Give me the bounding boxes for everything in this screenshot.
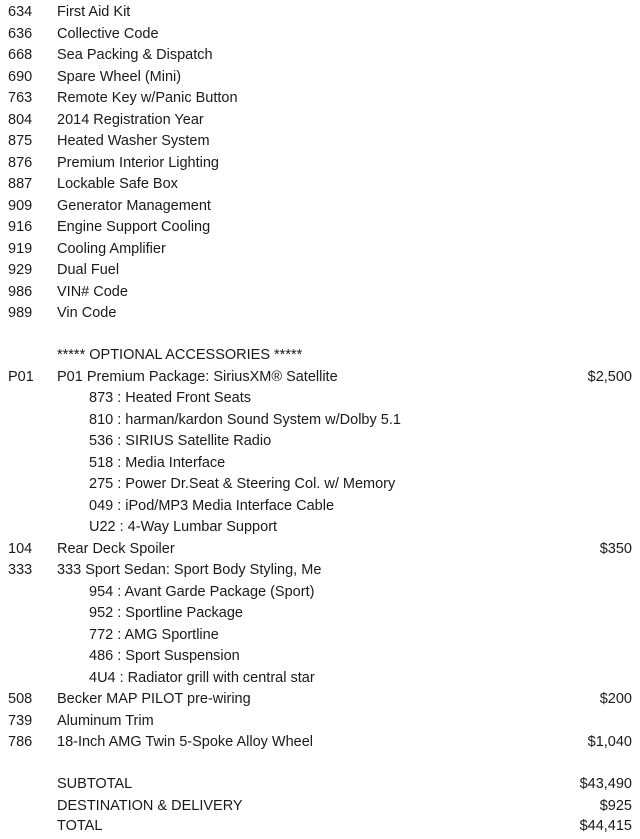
total-value: $44,415: [579, 818, 632, 834]
line-item: [0, 88, 640, 109]
item-code: P01: [8, 368, 34, 385]
item-code: 887: [8, 176, 33, 192]
line-item: [0, 67, 640, 88]
line-item: [0, 689, 640, 710]
item-code: 916: [8, 219, 33, 235]
item-code: 333: [8, 562, 33, 578]
item-description: Sea Packing & Dispatch: [57, 47, 213, 63]
line-item: [0, 282, 640, 303]
sub-item: [0, 453, 640, 474]
sub-item-description: U22 : 4-Way Lumbar Support: [89, 519, 278, 535]
sub-item: [0, 474, 640, 495]
item-price: $2,500: [587, 368, 632, 385]
sub-item: [0, 646, 640, 667]
item-price: $350: [599, 540, 632, 557]
line-item: [0, 174, 640, 195]
item-description: 333 Sport Sedan: Sport Body Styling, Me: [57, 562, 322, 578]
line-item: [0, 732, 640, 753]
item-description: Rear Deck Spoiler: [57, 540, 175, 557]
subtotal-row: [0, 774, 640, 795]
line-item: [0, 303, 640, 324]
line-item: [0, 2, 640, 23]
item-description: Dual Fuel: [57, 262, 120, 278]
item-code: 786: [8, 734, 33, 750]
subtotal-value: $43,490: [579, 776, 632, 792]
item-description: Aluminum Trim: [57, 712, 154, 729]
item-description: First Aid Kit: [57, 4, 131, 20]
sub-item: [0, 625, 640, 646]
item-code: 986: [8, 283, 33, 300]
sub-item-description: 772 : AMG Sportline: [89, 626, 219, 643]
item-code: 919: [8, 240, 33, 257]
item-code: 909: [8, 197, 33, 214]
item-price: $200: [599, 691, 632, 707]
item-description: Premium Interior Lighting: [57, 154, 219, 171]
item-description: Lockable Safe Box: [57, 176, 178, 192]
item-code: 876: [8, 154, 33, 171]
item-code: 634: [8, 4, 33, 20]
sub-item-description: 810 : harman/kardon Sound System w/Dolby 5.1: [89, 411, 401, 428]
item-description: P01 Premium Package: SiriusXM® Satellite: [57, 368, 338, 385]
sub-item: [0, 603, 640, 624]
item-code: 763: [8, 90, 33, 106]
sub-item-description: 873 : Heated Front Seats: [89, 390, 252, 406]
item-description: 18-Inch AMG Twin 5-Spoke Alloy Wheel: [57, 734, 314, 750]
sub-item: [0, 668, 640, 689]
item-code: 739: [8, 712, 33, 729]
sub-item: [0, 517, 640, 538]
item-description: Collective Code: [57, 25, 159, 42]
line-item: [0, 367, 640, 388]
sub-item-description: 518 : Media Interface: [89, 454, 226, 471]
sub-item-description: 486 : Sport Suspension: [89, 648, 240, 664]
destination-label: DESTINATION & DELIVERY: [57, 797, 243, 814]
destination-row: [0, 796, 640, 817]
destination-value: $925: [599, 797, 632, 814]
sub-item-description: 049 : iPod/MP3 Media Interface Cable: [89, 497, 335, 514]
item-code: 104: [8, 540, 33, 557]
line-item: [0, 45, 640, 66]
sub-item-description: 275 : Power Dr.Seat & Steering Col. w/ Memory: [89, 476, 396, 492]
item-code: 804: [8, 111, 33, 128]
line-item: [0, 196, 640, 217]
sub-item: [0, 496, 640, 517]
item-description: Heated Washer System: [57, 133, 210, 149]
line-item: [0, 711, 640, 732]
section-heading-row: [0, 345, 640, 366]
sub-item: [0, 431, 640, 452]
item-code: 668: [8, 47, 33, 63]
item-code: 690: [8, 68, 33, 85]
item-description: Engine Support Cooling: [57, 219, 211, 235]
item-code: 508: [8, 691, 33, 707]
line-item: [0, 560, 640, 581]
line-item: [0, 539, 640, 560]
sub-item: [0, 582, 640, 603]
line-item: [0, 24, 640, 45]
item-code: 875: [8, 133, 33, 149]
optional-accessories-heading: ***** OPTIONAL ACCESSORIES *****: [57, 347, 303, 363]
sub-item: [0, 410, 640, 431]
item-description: Remote Key w/Panic Button: [57, 90, 238, 106]
item-price: $1,040: [587, 734, 632, 750]
sub-item: [0, 388, 640, 409]
item-description: 2014 Registration Year: [57, 111, 204, 128]
line-item: [0, 217, 640, 238]
subtotal-label: SUBTOTAL: [57, 776, 133, 792]
line-item: [0, 260, 640, 281]
item-description: Spare Wheel (Mini): [57, 68, 182, 85]
item-code: 929: [8, 262, 33, 278]
item-code: 989: [8, 305, 33, 321]
sub-item-description: 4U4 : Radiator grill with central star: [89, 669, 315, 686]
item-description: VIN# Code: [57, 283, 128, 300]
total-row: [0, 816, 640, 837]
line-item: [0, 153, 640, 174]
sub-item-description: 952 : Sportline Package: [89, 605, 243, 621]
sub-item-description: 536 : SIRIUS Satellite Radio: [89, 433, 272, 449]
sub-item-description: 954 : Avant Garde Package (Sport): [89, 583, 315, 600]
item-code: 636: [8, 25, 33, 42]
line-item: [0, 110, 640, 131]
item-description: Vin Code: [57, 305, 117, 321]
line-item: [0, 239, 640, 260]
item-description: Cooling Amplifier: [57, 240, 166, 257]
item-description: Generator Management: [57, 197, 211, 214]
total-label: TOTAL: [57, 818, 103, 834]
item-description: Becker MAP PILOT pre-wiring: [57, 691, 251, 707]
line-item: [0, 131, 640, 152]
